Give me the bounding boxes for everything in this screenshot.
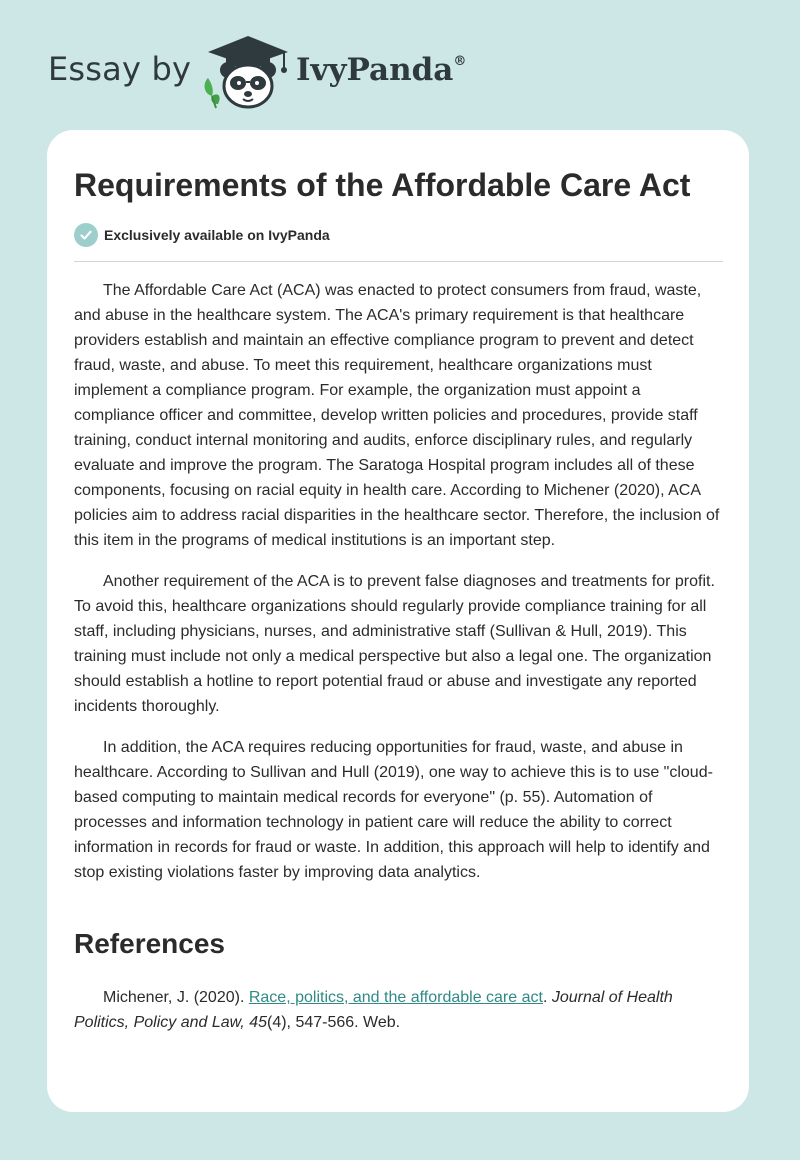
registered-mark: ® — [453, 53, 467, 69]
exclusive-badge-label: Exclusively available on IvyPanda — [104, 227, 330, 243]
paragraph: Another requirement of the ACA is to prevent false diagnoses and treatments for profit. To avoid this, healthcare organizations should regularly provide compliance training for all staff, including physicians, nurses, and administrative staff (Sullivan & Hull, 2019). This training must include not only a medical perspective but also a legal one. The organization should establish a hotline to report potential fraud or abuse and investigate any reported incidents thoroughly. — [74, 573, 715, 715]
exclusive-badge — [74, 222, 330, 248]
reference-entry — [74, 985, 723, 1035]
title-divider — [74, 261, 723, 262]
brand-name[interactable] — [296, 52, 466, 88]
reference-journal: Journal of Health Politics, Policy and Law, 45 — [74, 989, 673, 1031]
brand-name-text: IvyPanda — [296, 52, 454, 88]
references-heading: References — [74, 928, 225, 959]
panda-logo-icon[interactable] — [200, 34, 292, 110]
reference-author: Michener, J. (2020). — [103, 989, 249, 1006]
essay-by-label: Essay by — [48, 50, 192, 88]
check-icon — [74, 223, 98, 247]
reference-punctuation: . — [542, 989, 552, 1006]
essay-card — [47, 130, 749, 1112]
reference-pages: (4), 547-566. Web. — [267, 1014, 401, 1031]
paragraph: In addition, the ACA requires reducing opportunities for fraud, waste, and abuse in healthcare. According to Sullivan and Hull (2019), one way to achieve this is to use "cloud-based computing to maintain medical records for everyone" (p. 55). Automation of processes and information technology in patient care will reduce the ability to correct information in records for fraud or waste. In addition, this approach will help to identify and stop existing violations faster by improving data analytics. — [74, 739, 713, 881]
essay-body — [74, 278, 723, 901]
paragraph: The Affordable Care Act (ACA) was enacted to protect consumers from fraud, waste, and abuse in the healthcare system. The ACA's primary requirement is that healthcare providers establish and maintain an effective compliance program to prevent and detect fraud, waste, and abuse. To meet this requirement, healthcare organizations must implement a compliance program. For example, the organization must appoint a compliance officer and committee, develop written policies and procedures, provide staff training, conduct internal monitoring and audits, enforce disciplinary rules, and regularly evaluate and improve the program. The Saratoga Hospital program includes all of these components, focusing on racial equity in health care. According to Michener (2020), ACA policies aim to address racial disparities in the healthcare sector. Therefore, the inclusion of this item in the programs of medical institutions is an important step. — [74, 282, 720, 549]
page-title: Requirements of the Affordable Care Act — [74, 167, 691, 203]
reference-link[interactable]: Race, politics, and the affordable care act — [248, 989, 543, 1006]
site-header — [0, 0, 800, 120]
